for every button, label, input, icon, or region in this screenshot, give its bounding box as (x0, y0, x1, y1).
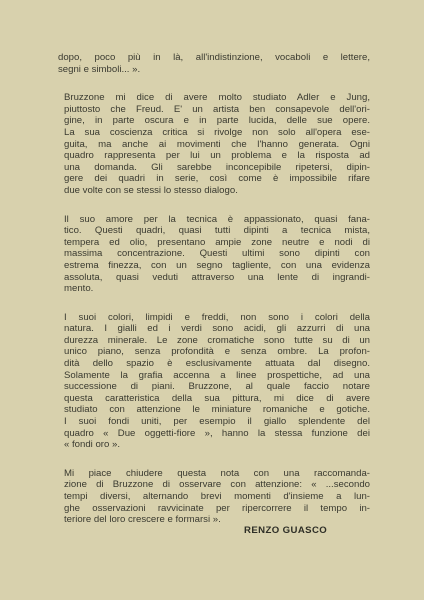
text-line: Mi piace chiudere questa nota con una raccomanda- (64, 467, 370, 479)
text-line: I suoi colori, limpidi e freddi, non sono i colori della (64, 311, 370, 323)
text-line: due volte con se stessi lo stesso dialogo. (64, 184, 238, 196)
text-line: tico. Questi quadri, quasi tutti dipinti a tecnica mista, (64, 225, 370, 237)
text-line: gine, in parte oscura e in parte lucida, delle sue opere. (64, 115, 370, 127)
text-line: massima concentrazione. Questi ultimi sono dipinti con (64, 248, 370, 260)
text-line: tempera ed olio, presentano ampie zone neutre e nodi di (64, 236, 370, 248)
paragraph-1 (58, 52, 370, 75)
text-line: assoluta, quasi veduti attraverso una lente di ingrandi- (64, 271, 370, 283)
text-line: studiato con attenzione le miniature romaniche e gotiche. (64, 404, 370, 416)
paragraph-4 (58, 312, 370, 451)
text-line: piuttosto che Freud. E' un artista ben consapevole dell'ori- (64, 103, 370, 115)
text-line: una domanda. Gli sarebbe inconcepibile ripetersi, dipin- (64, 161, 370, 173)
text-line: gere dei quadri in serie, così come è impossibile rifare (64, 173, 370, 185)
text-line: ghe osservazioni ravvicinate per ripercorrere il tempo in- (64, 502, 370, 514)
author-signature: RENZO GUASCO (244, 525, 328, 536)
text-line: unico piano, senza profondità e senza ombre. La profon- (64, 346, 370, 358)
paragraph-2 (58, 92, 370, 196)
text-line: quadro rappresenta per lui un problema e la risposta ad (64, 150, 370, 162)
text-line: tempi diversi, alternando brevi momenti d'insieme a lun- (64, 491, 370, 502)
text-line: natura. I gialli ed i verdi sono acidi, gli azzurri di una (64, 323, 370, 335)
text-column (58, 52, 370, 543)
paragraph-3 (58, 214, 370, 295)
text-line: successione di piani. Bruzzone, al quale faccio notare (64, 381, 370, 393)
text-line: mento. (64, 283, 94, 295)
text-line: I suoi fondi uniti, per esempio il giallo splendente del (64, 416, 370, 428)
text-line: dopo, poco più in là, all'indistinzione, vocaboli e lettere, (58, 52, 370, 63)
text-line: « fondi oro ». (64, 439, 121, 451)
text-line: teriore del loro crescere e formarsi ». (64, 514, 221, 526)
paragraph-5 (58, 468, 370, 526)
text-line: Il suo amore per la tecnica è appassionato, quasi fana- (64, 213, 370, 225)
text-line: questa caratteristica della sua pittura, mi dice di avere (64, 392, 370, 404)
text-line: segni e simboli... ». (58, 63, 141, 75)
text-line: Bruzzone mi dice di avere molto studiato Adler e Jung, (64, 92, 370, 104)
text-line: durezza minerale. Le zone cromatiche sono tutte su di un (64, 334, 370, 346)
text-line: estrema finezza, con un segno tagliente, con una evidenza (64, 259, 370, 271)
text-line: quadro « Due oggetti-fiore », hanno la stessa funzione dei (64, 427, 370, 439)
text-line: zione di Bruzzone di osservare con attenzione: « ...secondo (64, 479, 370, 491)
text-line: dità dello spazio è esclusivamente attuata dal disegno. (64, 358, 370, 370)
text-line: guita, ma anche ai movimenti che l'hanno generata. Ogni (64, 138, 370, 150)
text-line: Solamente la grafia accenna a linee prospettiche, ad una (64, 369, 370, 381)
text-line: La sua coscienza critica si rivolge non solo all'opera ese- (64, 126, 370, 138)
